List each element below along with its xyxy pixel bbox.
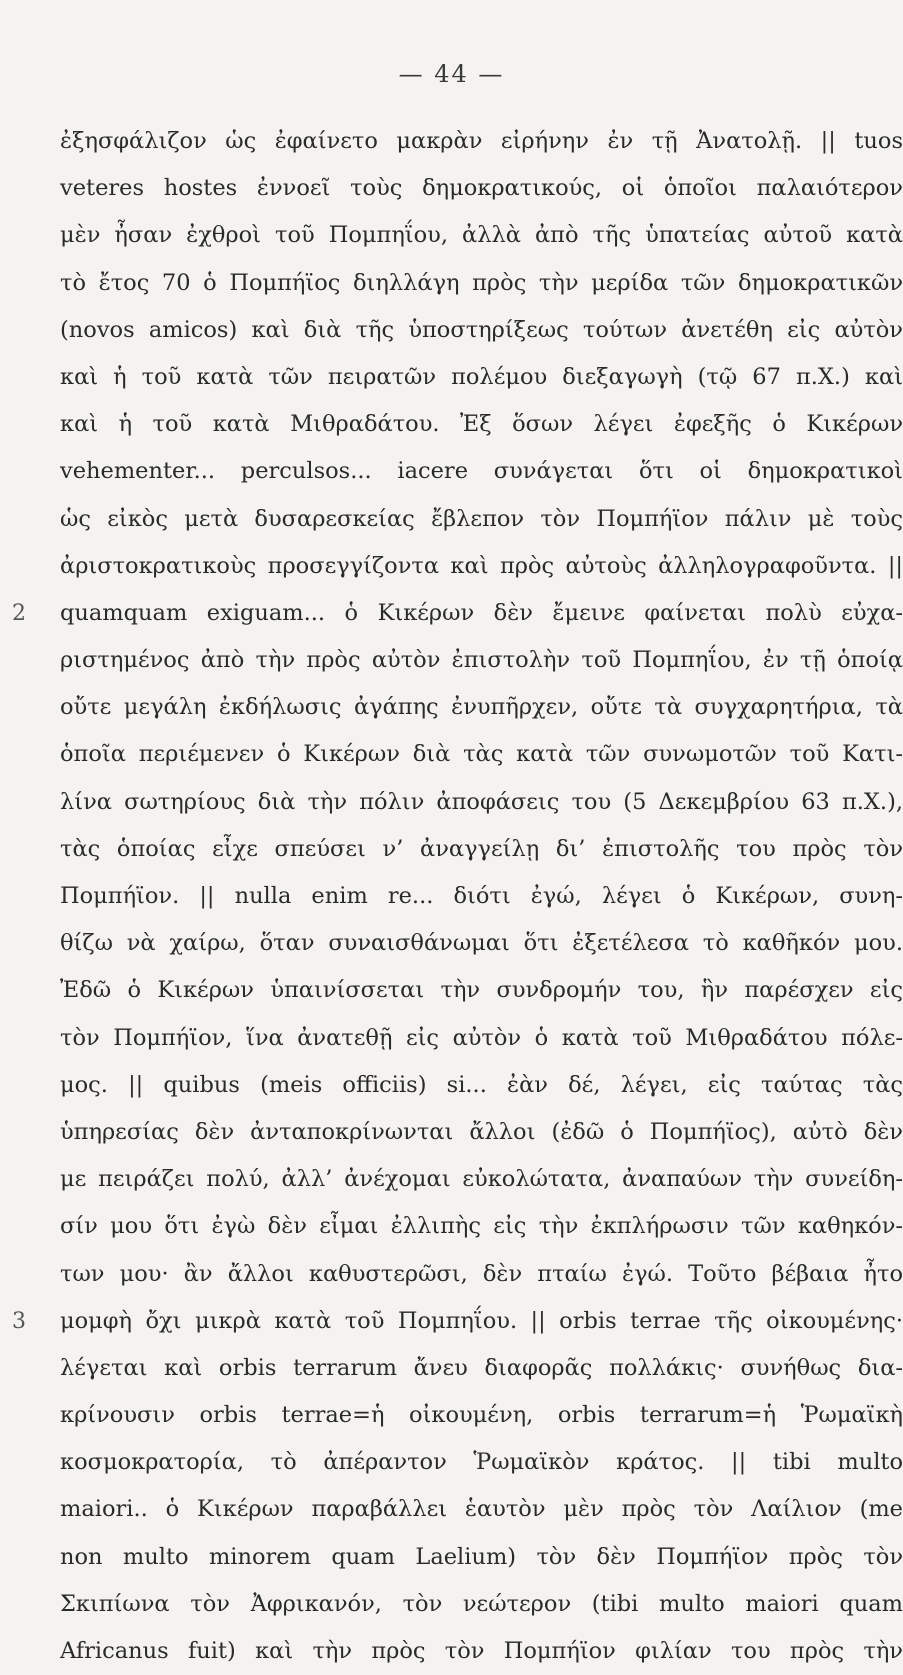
text-line	[60, 826, 903, 873]
text-line	[60, 1251, 903, 1298]
text-line	[60, 637, 903, 684]
line-text: maiori.. ὁ Κικέρων παραβάλλει ἑαυτὸν μὲν πρὸς τὸν Λαίλιον (me	[60, 1496, 903, 1523]
text-line	[60, 920, 903, 967]
line-text: με πειράζει πολύ, ἀλλ’ ἀνέχομαι εὐκολώτατα, ἀναπαύων τὴν συνείδη-	[60, 1166, 903, 1193]
line-text: ἐξησφάλιζον ὡς ἐφαίνετο μακρὰν εἰρήνην ἐν τῇ Ἀνατολῇ. || tuos	[60, 128, 903, 154]
line-text: ὁποῖα περιέμενεν ὁ Κικέρων διὰ τὰς κατὰ τῶν συνωμοτῶν τοῦ Κατι-	[60, 741, 903, 768]
line-text: κρίνουσιν orbis terrae=ἡ οἰκουμένη, orbis terrarum=ἡ Ῥωμαϊκὴ	[60, 1402, 903, 1429]
line-text: Πομπήϊον. || nulla enim re... διότι ἐγώ, λέγει ὁ Κικέρων, συνη-	[60, 883, 903, 909]
line-text: οὔτε μεγάλη ἐκδήλωσις ἀγάπης ἐνυπῆρχεν, οὔτε τὰ συγχαρητήρια, τὰ	[60, 694, 903, 721]
text-line	[60, 967, 903, 1014]
line-text: καὶ ἡ τοῦ κατὰ Μιθραδάτου. Ἐξ ὅσων λέγει ἐφεξῆς ὁ Κικέρων	[60, 411, 903, 438]
text-line	[60, 496, 903, 543]
line-text: καὶ ἡ τοῦ κατὰ τῶν πειρατῶν πολέμου διεξαγωγὴ (τῷ 67 π.Χ.) καὶ	[60, 363, 903, 390]
text-line	[60, 165, 903, 212]
margin-note-number: 3	[12, 1308, 26, 1334]
line-text: μὲν ἦσαν ἐχθροὶ τοῦ Πομπηΐου, ἀλλὰ ἀπὸ τῆς ὑπατείας αὐτοῦ κατὰ	[60, 222, 903, 249]
line-text: λέγεται καὶ orbis terrarum ἄνευ διαφορᾶς πολλάκις· συνήθως δια-	[60, 1354, 903, 1381]
line-text: τὰς ὁποίας εἶχε σπεύσει ν’ ἀναγγείλῃ δι’ ἐπιστολῆς του πρὸς τὸν	[60, 835, 903, 862]
text-line	[60, 1345, 903, 1392]
text-line	[60, 779, 903, 826]
line-text: ριστημένος ἀπὸ τὴν πρὸς αὐτὸν ἐπιστολὴν τοῦ Πομπηΐου, ἐν τῇ ὁποίᾳ	[60, 647, 903, 674]
text-line	[60, 1392, 903, 1439]
text-line	[60, 260, 903, 307]
text-line	[60, 1156, 903, 1203]
text-line	[60, 1203, 903, 1250]
line-text: των μου· ἂν ἄλλοι καθυστερῶσι, δὲν πταίω ἐγώ. Τοῦτο βέβαια ἦτο	[60, 1260, 903, 1287]
text-line	[60, 212, 903, 259]
line-text: ἀριστοκρατικοὺς προσεγγίζοντα καὶ πρὸς αὐτοὺς ἀλληλογραφοῦντα. ||	[60, 552, 903, 579]
line-text: μος. || quibus (meis officiis) si... ἐὰν δέ, λέγει, εἰς ταύτας τὰς	[60, 1071, 903, 1098]
body-text	[0, 118, 903, 1675]
line-text: ὑπηρεσίας δὲν ἀνταποκρίνωνται ἄλλοι (ἐδῶ ὁ Πομπήϊος), αὐτὸ δὲν	[60, 1118, 903, 1145]
line-text: Σκιπίωνα τὸν Ἀφρικανόν, τὸν νεώτερον (tibi multo maiori quam	[60, 1590, 903, 1617]
line-text: veteres hostes ἐννοεῖ τοὺς δημοκρατικούς, οἱ ὁποῖοι παλαιότερον	[60, 175, 903, 202]
text-line	[60, 401, 903, 448]
text-line	[60, 354, 903, 401]
line-text: vehementer... perculsos... iacere συνάγεται ὅτι οἱ δημοκρατικοὶ	[60, 458, 903, 485]
text-line	[60, 1628, 903, 1675]
page-number: — 44 —	[398, 60, 505, 88]
line-text: μομφὴ ὄχι μικρὰ κατὰ τοῦ Πομπηΐου. || orbis terrae τῆς οἰκουμένης·	[60, 1307, 903, 1334]
line-text: non multo minorem quam Laelium) τὸν δὲν Πομπήϊον πρὸς τὸν	[60, 1543, 903, 1570]
text-line	[60, 1534, 903, 1581]
text-line	[60, 1015, 903, 1062]
line-text: ὡς εἰκὸς μετὰ δυσαρεσκείας ἔβλεπον τὸν Πομπήϊον πάλιν μὲ τοὺς	[60, 505, 903, 532]
text-line	[60, 873, 903, 920]
line-text: θίζω νὰ χαίρω, ὅταν συναισθάνωμαι ὅτι ἐξετέλεσα τὸ καθῆκόν μου.	[60, 930, 903, 957]
text-line	[60, 118, 903, 165]
line-text: λίνα σωτηρίους διὰ τὴν πόλιν ἀποφάσεις του (5 Δεκεμβρίου 63 π.Χ.),	[60, 788, 903, 815]
text-line	[12, 1298, 903, 1345]
text-line	[60, 684, 903, 731]
text-line	[60, 1486, 903, 1533]
margin-note-number: 2	[12, 600, 26, 626]
text-line	[60, 307, 903, 354]
line-text: quamquam exiguam... ὁ Κικέρων δὲν ἔμεινε φαίνεται πολὺ εὐχα-	[60, 599, 903, 626]
line-text: κοσμοκρατορία, τὸ ἀπέραντον Ῥωμαϊκὸν κράτος. || tibi multo	[60, 1449, 903, 1476]
text-line	[60, 1439, 903, 1486]
text-line	[60, 448, 903, 495]
text-line	[60, 1581, 903, 1628]
text-line	[12, 590, 903, 637]
text-line	[60, 1062, 903, 1109]
text-line	[60, 543, 903, 590]
line-text: τὸν Πομπήϊον, ἵνα ἀνατεθῇ εἰς αὐτὸν ὁ κατὰ τοῦ Μιθραδάτου πόλε-	[60, 1024, 903, 1051]
line-text: Africanus fuit) καὶ τὴν πρὸς τὸν Πομπήϊον φιλίαν του πρὸς τὴν	[60, 1638, 903, 1664]
text-line	[60, 731, 903, 778]
line-text: σίν μου ὅτι ἐγὼ δὲν εἶμαι ἐλλιπὴς εἰς τὴν ἐκπλήρωσιν τῶν καθηκόν-	[60, 1213, 903, 1240]
line-text: (novos amicos) καὶ διὰ τῆς ὑποστηρίξεως τούτων ἀνετέθη εἰς αὐτὸν	[60, 316, 903, 343]
line-text: Ἐδῶ ὁ Κικέρων ὑπαινίσσεται τὴν συνδρομήν του, ἣν παρέσχεν εἰς	[60, 977, 903, 1004]
text-line	[60, 1109, 903, 1156]
line-text: τὸ ἔτος 70 ὁ Πομπήϊος διηλλάγη πρὸς τὴν μερίδα τῶν δημοκρατικῶν	[60, 269, 903, 296]
